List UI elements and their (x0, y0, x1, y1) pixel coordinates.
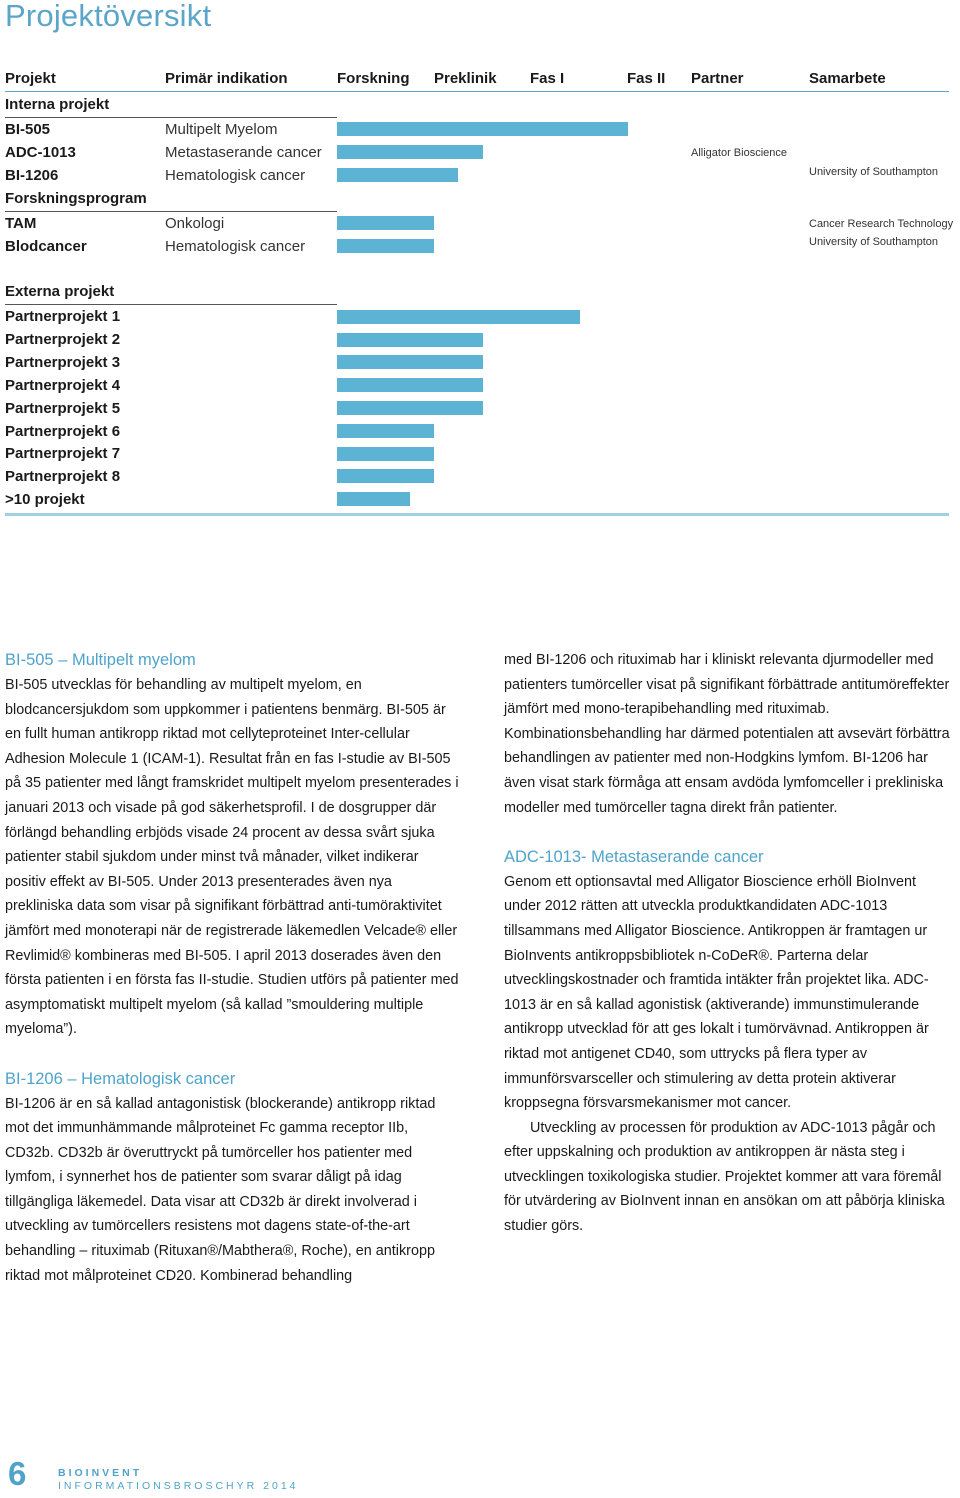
paragraph-adc1013: Genom ett optionsavtal med Alligator Bioscience erhöll BioInvent under 2012 rätten att utveckla produktkandidaten ADC-1013 tillsammans med Alligator Bioscience. Antikroppen är framtagen ur BioInvents antikroppsbibliotek n-CoDeR®. Parterna delar utvecklingskostnader och framtida intäkter från projektet lika. ADC-1013 är en så kallad agonistisk (aktiverande) immunstimulerande antikropp utvecklad för att ges lokalt i tumörvävnad. Antikroppen är riktad mot antigenet CD40, som uttrycks på flera typer av immunförsvarsceller och stimulering av detta protein aktiverar kroppsegna försvarsmekanismer mot cancer. (504, 873, 929, 1112)
project-name: BI-1206 (5, 167, 59, 184)
header-samarbete: Samarbete (809, 70, 886, 87)
indication: Multipelt Myelom (165, 121, 278, 138)
text-column-left (5, 648, 460, 1288)
header-projekt: Projekt (5, 70, 56, 87)
paragraph-bi1206-cont: med BI-1206 och rituximab har i kliniskt relevanta djurmodeller med patienters tumörceller visat på signifikant förbättrade antitumöreffekter jämfört med mono-terapibehandling med rituximab. Kombinationsbehandling har därmed potentialen att avsevärt förbättra behandlingen av patienter med non-Hodgkins lymfom. BI-1206 har även visat stark förmåga att ensam avdöda lymfomceller i prekliniska modeller med tumörceller tagna direkt från patienter. (504, 652, 950, 816)
progress-bar (337, 492, 410, 506)
project-name: Partnerprojekt 4 (5, 377, 121, 394)
project-name: >10 projekt (5, 491, 85, 508)
text-column-right (504, 648, 950, 1239)
heading-bi1206: BI-1206 – Hematologisk cancer (5, 1069, 236, 1088)
progress-bar (337, 333, 483, 347)
section-external: Externa projekt (5, 283, 115, 300)
project-name: Partnerprojekt 7 (5, 445, 121, 462)
collaborator-name: Cancer Research Technology (809, 218, 954, 230)
project-name: Blodcancer (5, 238, 87, 255)
pipeline-table (0, 0, 960, 530)
project-name: ADC-1013 (5, 144, 76, 161)
progress-bar (337, 168, 458, 182)
table-bottom-rule (5, 513, 949, 516)
collaborator-name: University of Southampton (809, 236, 939, 248)
header-forskning: Forskning (337, 70, 410, 87)
progress-bar (337, 469, 434, 483)
indication: Hematologisk cancer (165, 167, 306, 184)
progress-bar (337, 424, 434, 438)
page-number: 6 (8, 1455, 27, 1492)
progress-bar (337, 310, 580, 324)
heading-bi505: BI-505 – Multipelt myelom (5, 651, 196, 669)
project-name: TAM (5, 215, 37, 232)
indication: Metastaserande cancer (165, 144, 322, 161)
publication-name: INFORMATIONSBROSCHYR 2014 (58, 1480, 299, 1492)
project-name: Partnerprojekt 2 (5, 331, 121, 348)
progress-bar (337, 239, 434, 253)
project-name: Partnerprojekt 3 (5, 354, 121, 371)
progress-bar (337, 355, 483, 369)
project-name: BI-505 (5, 121, 51, 138)
section-divider (5, 117, 337, 118)
header-partner: Partner (691, 70, 744, 87)
section-divider (5, 304, 337, 305)
section-internal: Interna projekt (5, 96, 110, 113)
progress-bar (337, 447, 434, 461)
header-fas1: Fas I (530, 70, 565, 87)
heading-adc1013: ADC-1013- Metastaserande cancer (504, 847, 764, 866)
paragraph-bi1206: BI-1206 är en så kallad antagonistisk (blockerande) antikropp riktad mot det immunhämmande målproteinet Fc gamma receptor IIb, CD32b. CD32b är överuttryckt på tumörceller hos patienter med lymfom, i synnerhet hos de patienter som svarar dåligt på idag tillgängliga läkemedel. Data visar att CD32b är direkt involverad i utveckling av tumörcellers resistens mot dagens state-of-the-art behandling – rituximab (Rituxan®/Mabthera®, Roche), en antikropp riktad mot målproteinet CD20. Kombinerad behandling (5, 1095, 436, 1284)
indication: Onkologi (165, 215, 225, 232)
progress-bar (337, 378, 483, 392)
project-name: Partnerprojekt 6 (5, 423, 121, 440)
paragraph-bi505: BI-505 utvecklas för behandling av multipelt myelom, en blodcancersjukdom som uppkommer i patientens benmärg. BI-505 är en fullt human antikropp riktad mot cellyteproteinet Inter-cellular Adhesion Molecule 1 (ICAM-1). Resultat från en fas I-studie av BI-505 på 35 patienter med långt framskridet multipelt myelom presenterades i januari 2013 och visade på god säkerhetsprofil. I de dosgrupper där förlängd behandling erbjöds visade 24 procent av dessa svårt sjuka patienter stabil sjukdom under minst två månader, vilket indikerar positiv effekt av BI-505. Under 2013 presenterades även nya prekliniska data som visar på signifikant förbättrad anti-tumöraktivitet jämfört med monoterapi när de registrerade läkemedlen Velcade® eller Revlimid® kombineras med BI-505. I april 2013 doserades även den första patienten i en första fas II-studie. Studien utförs på patienter med asymptomatiskt multipelt myelom (så kallad ”smouldering multiple myeloma”). (5, 677, 459, 1038)
partner-name: Alligator Bioscience (691, 147, 787, 159)
paragraph-adc1013-process: Utveckling av processen för produktion av ADC-1013 pågår och efter uppskalning och produktion av antikroppen är nästa steg i utvecklingen toxikologiska studier. Projektet kommer att vara föremål för utvärdering av BioInvent innan en ansökan om att påbörja kliniska studier görs. (504, 1119, 945, 1235)
header-preklinik: Preklinik (434, 70, 497, 87)
brand-name: BIOINVENT (58, 1467, 143, 1479)
progress-bar (337, 401, 483, 415)
indication: Hematologisk cancer (165, 238, 306, 255)
progress-bar (337, 122, 628, 136)
header-divider (5, 91, 949, 92)
header-fas2: Fas II (627, 70, 666, 87)
collaborator-name: University of Southampton (809, 166, 939, 178)
project-name: Partnerprojekt 1 (5, 308, 121, 325)
section-divider (5, 211, 337, 212)
page-title: Projektöversikt (5, 0, 212, 33)
section-research: Forskningsprogram (5, 190, 147, 207)
project-name: Partnerprojekt 5 (5, 400, 121, 417)
project-name: Partnerprojekt 8 (5, 468, 121, 485)
progress-bar (337, 145, 483, 159)
header-indication: Primär indikation (165, 70, 288, 87)
progress-bar (337, 216, 434, 230)
